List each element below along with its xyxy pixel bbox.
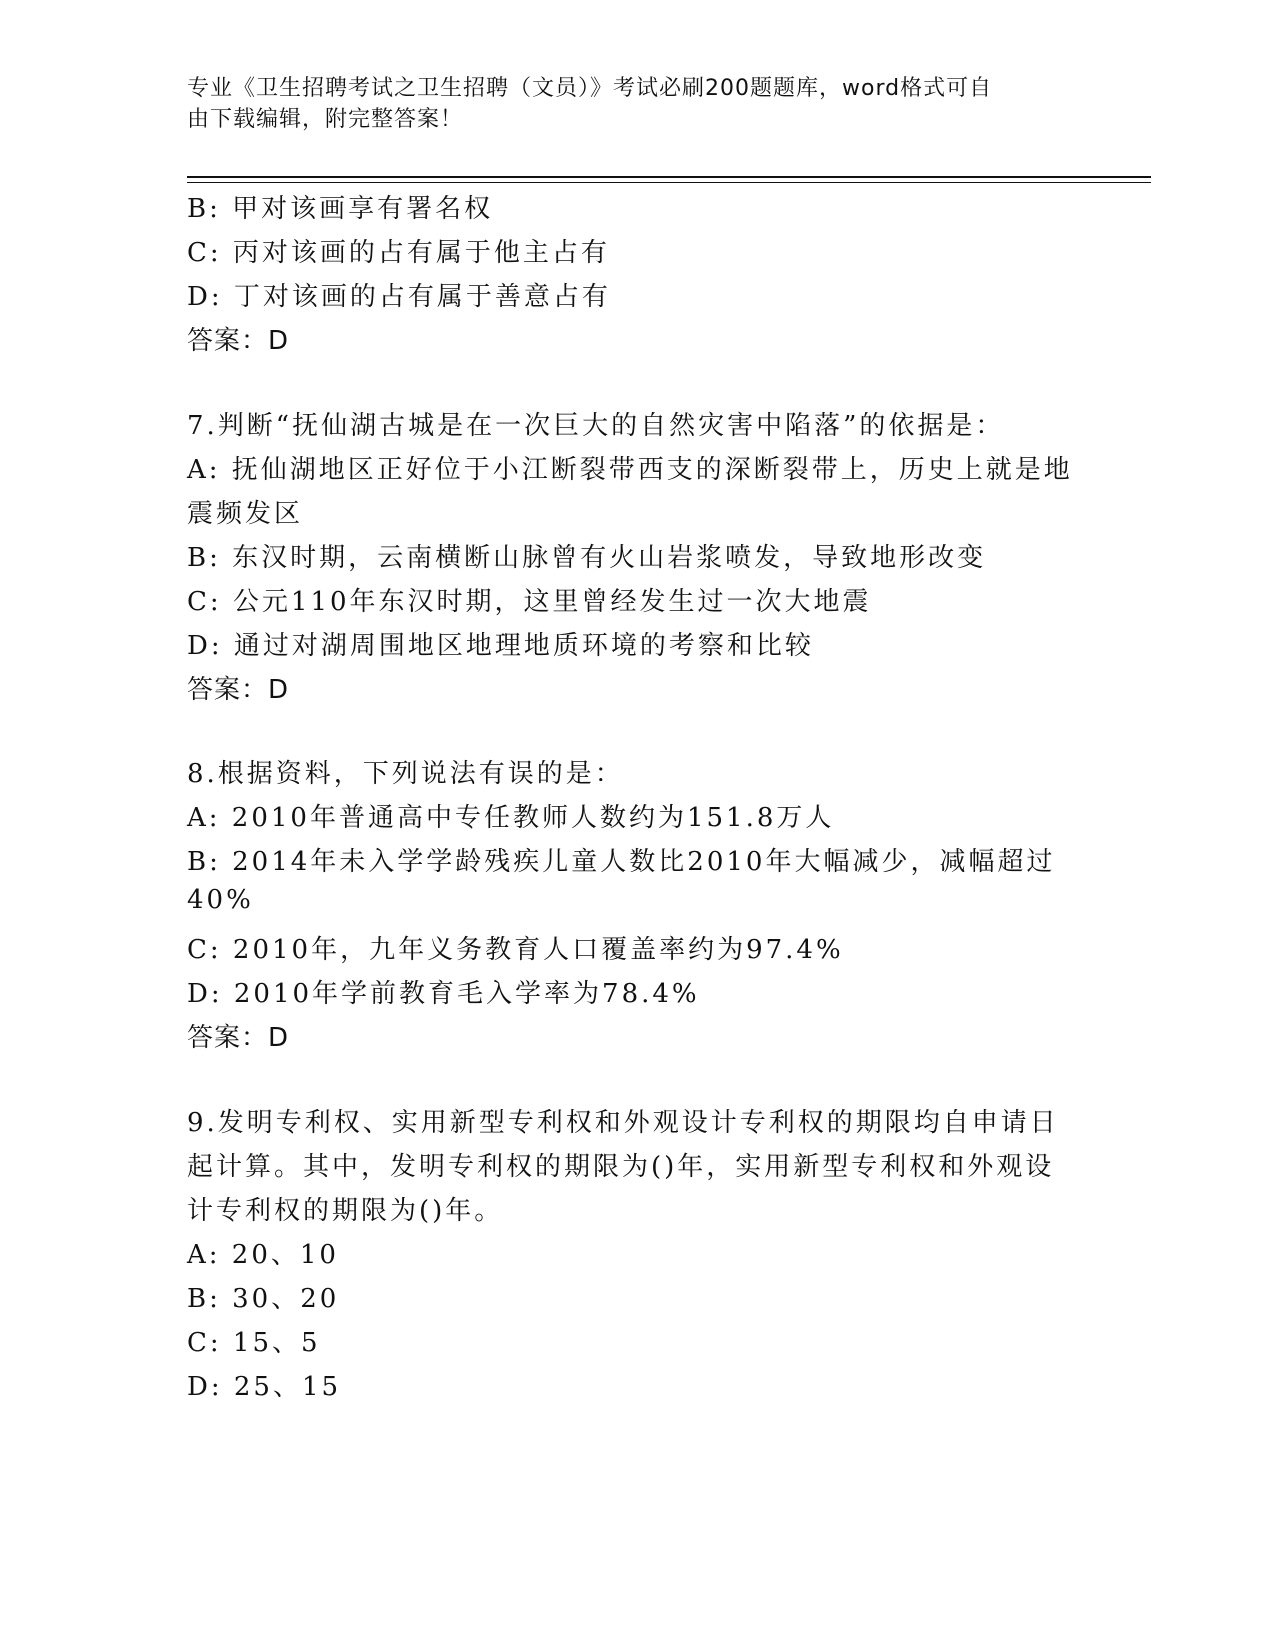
q7-option-c: C: 公元110年东汉时期，这里曾经发生过一次大地震: [187, 587, 872, 617]
q7-option-a-line-2: 震频发区: [187, 499, 304, 529]
q8-question: 8.根据资料，下列说法有误的是：: [187, 759, 624, 789]
q6-answer: 答案：D: [187, 326, 290, 356]
q9-question-line-3: 计专利权的期限为()年。: [187, 1196, 504, 1226]
header-title-line-2: 由下载编辑，附完整答案！: [187, 107, 464, 132]
header-divider-thin: [187, 182, 1151, 183]
q9-option-b: B: 30、20: [187, 1284, 340, 1314]
document-header: [187, 73, 1067, 135]
q8-option-b-line-2: 40%: [187, 885, 254, 915]
q8-answer: 答案：D: [187, 1023, 290, 1053]
q8-option-d: D: 2010年学前教育毛入学率为78.4%: [187, 979, 700, 1009]
q6-option-b: B: 甲对该画享有署名权: [187, 194, 494, 224]
q7-answer: 答案：D: [187, 675, 290, 705]
header-title-line-1: 专业《卫生招聘考试之卫生招聘（文员）》考试必刷200题题库，word格式可自: [187, 76, 993, 101]
q7-option-b: B: 东汉时期，云南横断山脉曾有火山岩浆喷发，导致地形改变: [187, 543, 987, 573]
q9-question-line-2: 起计算。其中，发明专利权的期限为()年，实用新型专利权和外观设: [187, 1152, 1055, 1182]
q7-option-a-line-1: A: 抚仙湖地区正好位于小江断裂带西支的深断裂带上，历史上就是地: [187, 455, 1073, 485]
q8-option-a: A: 2010年普通高中专任教师人数约为151.8万人: [187, 803, 835, 833]
q9-option-c: C: 15、5: [187, 1328, 321, 1358]
q8-option-c: C: 2010年，九年义务教育人口覆盖率约为97.4%: [187, 935, 844, 965]
q7-option-d: D: 通过对湖周围地区地理地质环境的考察和比较: [187, 631, 814, 661]
q9-option-a: A: 20、10: [187, 1240, 339, 1270]
q6-option-c: C: 丙对该画的占有属于他主占有: [187, 238, 610, 268]
q9-question-line-1: 9.发明专利权、实用新型专利权和外观设计专利权的期限均自申请日: [187, 1108, 1059, 1138]
q7-question: 7.判断“抚仙湖古城是在一次巨大的自然灾害中陷落”的依据是：: [187, 411, 1005, 441]
q8-option-b-line-1: B: 2014年未入学学龄残疾儿童人数比2010年大幅减少，减幅超过: [187, 847, 1056, 877]
header-divider-thick: [187, 176, 1151, 178]
q6-option-d: D: 丁对该画的占有属于善意占有: [187, 282, 611, 312]
q9-option-d: D: 25、15: [187, 1372, 342, 1402]
